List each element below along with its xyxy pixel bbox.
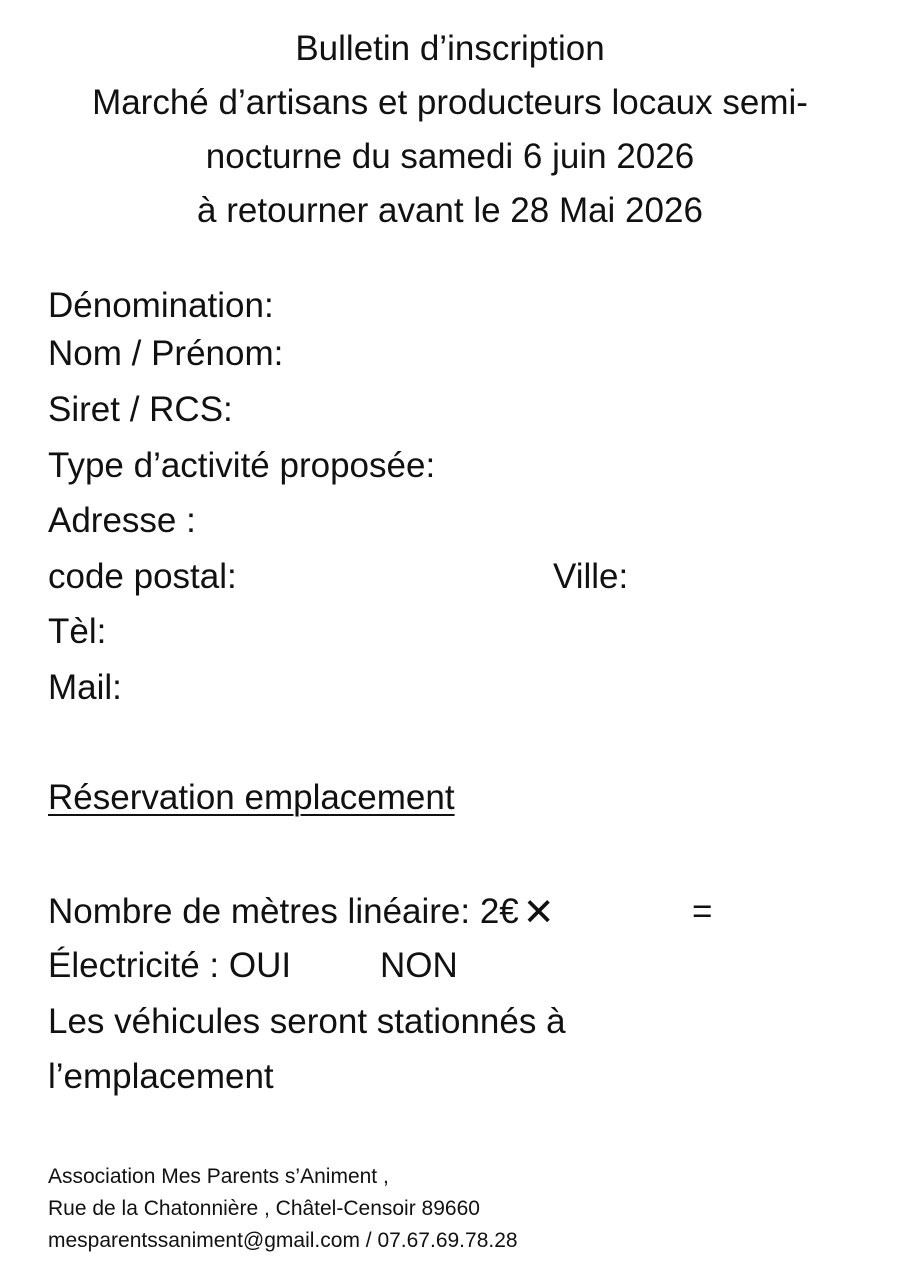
return-deadline: à retourner avant le 28 Mai 2026 [197, 191, 703, 230]
adresse-label: Adresse : [48, 501, 196, 540]
event-title-line-2: nocturne du samedi 6 juin 2026 [205, 137, 695, 176]
nom-prenom-label: Nom / Prénom: [48, 334, 284, 373]
activite-label: Type d’activité proposée: [48, 446, 436, 485]
footer-contact [48, 1161, 518, 1257]
association-address: Rue de la Chatonnière , Châtel-Censoir 89660 [48, 1197, 480, 1220]
siret-label: Siret / RCS: [48, 390, 233, 429]
electricite-label: Électricité : OUI [48, 946, 292, 985]
metres-lineaire-label: Nombre de mètres linéaire: 2€ [48, 892, 519, 931]
association-contact: mesparentssaniment@gmail.com / 07.67.69.78.28 [48, 1229, 518, 1252]
tel-label: Tèl: [48, 612, 107, 651]
metres-lineaire-line [48, 892, 555, 933]
electricite-non-option: NON [380, 946, 458, 985]
event-title-line-1: Marché d’artisans et producteurs locaux semi- [92, 83, 808, 122]
equals-sign: = [692, 892, 713, 931]
reservation-section-title: Réservation emplacement [48, 778, 455, 817]
association-name: Association Mes Parents s’Animent , [48, 1165, 389, 1188]
form-title: Bulletin d’inscription [295, 29, 605, 68]
multiply-icon: ✕ [522, 892, 555, 934]
document-header [0, 22, 900, 238]
vehicules-note-line-2: l’emplacement [48, 1057, 274, 1096]
denomination-label: Dénomination: [48, 286, 274, 325]
vehicules-note-line-1: Les véhicules seront stationnés à [48, 1002, 566, 1041]
ville-label: Ville: [553, 557, 629, 596]
code-postal-label: code postal: [48, 557, 237, 596]
mail-label: Mail: [48, 668, 122, 707]
